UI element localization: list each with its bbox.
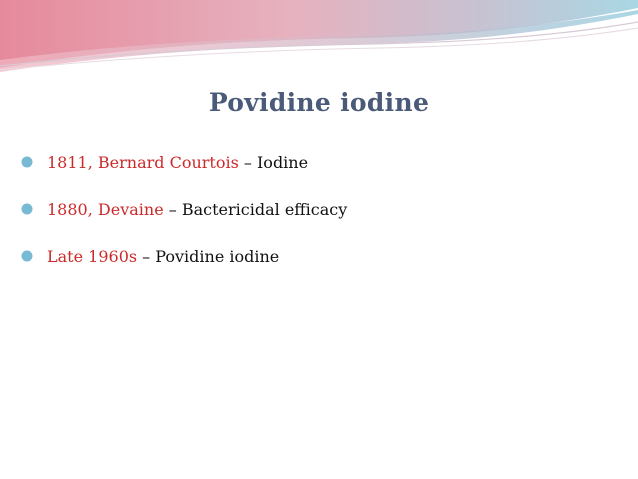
header-wave-decoration bbox=[0, 0, 638, 80]
bullet-list bbox=[20, 148, 347, 289]
bullet-text: – Bactericidal efficacy bbox=[163, 199, 348, 219]
slide-title: Povidine iodine bbox=[208, 88, 430, 117]
bullet-item bbox=[20, 195, 347, 223]
bullet-highlight: 1880, Devaine bbox=[47, 199, 164, 219]
bullet-item bbox=[20, 148, 347, 176]
circle-bullet-icon bbox=[20, 202, 34, 216]
bullet-text: – Povidine iodine bbox=[137, 246, 280, 266]
circle-bullet-icon bbox=[20, 155, 34, 169]
bullet-text: – Iodine bbox=[238, 152, 309, 172]
bullet-item bbox=[20, 242, 347, 270]
bullet-highlight: Late 1960s bbox=[47, 246, 138, 266]
circle-bullet-icon bbox=[20, 249, 34, 263]
bullet-highlight: 1811, Bernard Courtois bbox=[47, 152, 239, 172]
